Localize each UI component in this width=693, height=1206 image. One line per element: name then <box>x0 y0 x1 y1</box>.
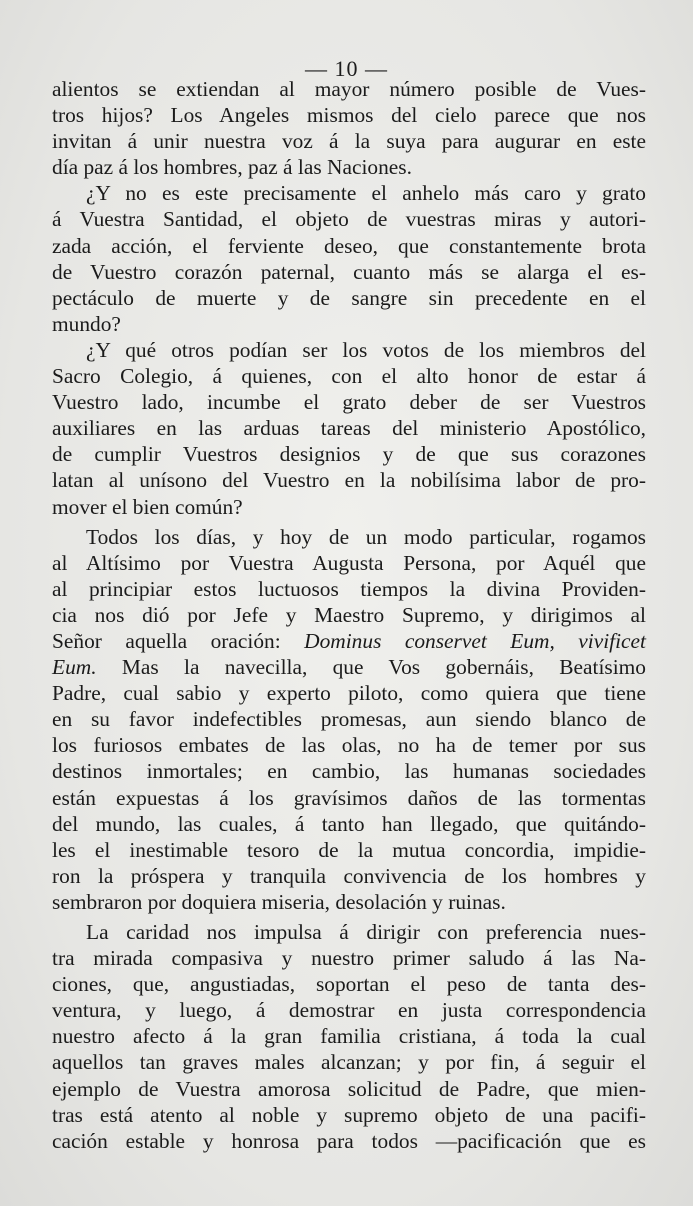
paragraph-5 <box>52 919 646 1154</box>
text-line: al principiar estos luctuosos tiempos la divina Providen- <box>52 576 646 601</box>
text-line: ¿Y no es este precisamente el anhelo más caro y grato <box>86 181 646 206</box>
text-line: aquellos tan graves males alcanzan; y por fin, á seguir el <box>52 1050 646 1075</box>
text-line: La caridad nos impulsa á dirigir con preferencia nues- <box>86 920 646 944</box>
text-line: tros hijos? Los Angeles mismos del cielo parece que nos <box>52 103 646 128</box>
text-line: día paz á los hombres, paz á las Naciones. <box>52 155 412 180</box>
text-line: Todos los días, y hoy de un modo particular, rogamos <box>86 524 646 549</box>
text-line: mover el bien común? <box>52 494 243 519</box>
text-line: zada acción, el ferviente deseo, que constantemente brota <box>52 233 646 258</box>
paragraph-2 <box>52 180 646 337</box>
text-line-with-latin <box>52 654 646 680</box>
text-line: destinos inmortales; en cambio, las humanas sociedades <box>52 759 646 784</box>
text-line: de Vuestro corazón paternal, cuanto más se alarga el es- <box>52 259 646 284</box>
text-line: Sacro Colegio, á quienes, con el alto honor de estar á <box>52 364 646 389</box>
text-line: Padre, cual sabio y experto piloto, como quiera que tiene <box>52 681 646 706</box>
text-line: pectáculo de muerte y de sangre sin precedente en el <box>52 285 646 310</box>
text-line: del mundo, las cuales, á tanto han llegado, que quitándo- <box>52 811 646 836</box>
text-segment: Señor aquella oración: <box>52 628 281 653</box>
text-line: tras está atento al noble y supremo objeto de una pacifi- <box>52 1102 646 1127</box>
text-line: cación estable y honrosa para todos —pacificación que es <box>52 1128 646 1153</box>
text-line: ¿Y qué otros podían ser los votos de los miembros del <box>86 337 646 362</box>
text-line: cia nos dió por Jefe y Maestro Supremo, y dirigimos al <box>52 602 646 627</box>
text-line: tra mirada compasiva y nuestro primer saludo á las Na- <box>52 946 646 971</box>
text-line: al Altísimo por Vuestra Augusta Persona, por Aquél que <box>52 550 646 575</box>
text-line: invitan á unir nuestra voz á la suya para augurar en este <box>52 129 646 154</box>
text-line: ejemplo de Vuestra amorosa solicitud de Padre, que mien- <box>52 1076 646 1101</box>
paragraph-4 <box>52 524 646 915</box>
text-line: en su favor indefectibles promesas, aun siendo blanco de <box>52 707 646 732</box>
text-line: latan al unísono del Vuestro en la nobilísima labor de pro- <box>52 468 646 493</box>
text-line: alientos se extiendan al mayor número posible de Vues- <box>52 77 646 101</box>
paragraph-3 <box>52 337 646 520</box>
text-line: ron la próspera y tranquila convivencia de los hombres y <box>52 863 646 888</box>
text-line: auxiliares en las arduas tareas del ministerio Apostólico, <box>52 416 646 441</box>
paragraph-1 <box>52 76 646 180</box>
text-line: de cumplir Vuestros designios y de que sus corazones <box>52 442 646 467</box>
text-segment: Mas la navecilla, que Vos gobernáis, Beatísimo <box>121 655 646 680</box>
text-line: los furiosos embates de las olas, no ha de temer por sus <box>52 733 646 758</box>
text-line-with-latin <box>52 628 646 654</box>
body-text <box>52 76 646 1154</box>
text-line: á Vuestra Santidad, el objeto de vuestras miras y autori- <box>52 207 646 232</box>
latin-phrase-end: Eum. <box>52 655 97 680</box>
latin-phrase: Dominus conservet Eum, vivificet <box>304 628 646 653</box>
text-line: ciones, que, angustiadas, soportan el peso de tanta des- <box>52 972 646 997</box>
text-line: mundo? <box>52 311 121 336</box>
text-line: les el inestimable tesoro de la mutua concordia, impidie- <box>52 837 646 862</box>
page-number: — 10 — <box>305 56 388 81</box>
text-line: sembraron por doquiera miseria, desolación y ruinas. <box>52 889 506 914</box>
text-line: están expuestas á los gravísimos daños de las tormentas <box>52 785 646 810</box>
text-line: nuestro afecto á la gran familia cristiana, á toda la cual <box>52 1024 646 1049</box>
text-line: ventura, y luego, á demostrar en justa correspondencia <box>52 998 646 1023</box>
text-line: Vuestro lado, incumbe el grato deber de ser Vuestros <box>52 390 646 415</box>
